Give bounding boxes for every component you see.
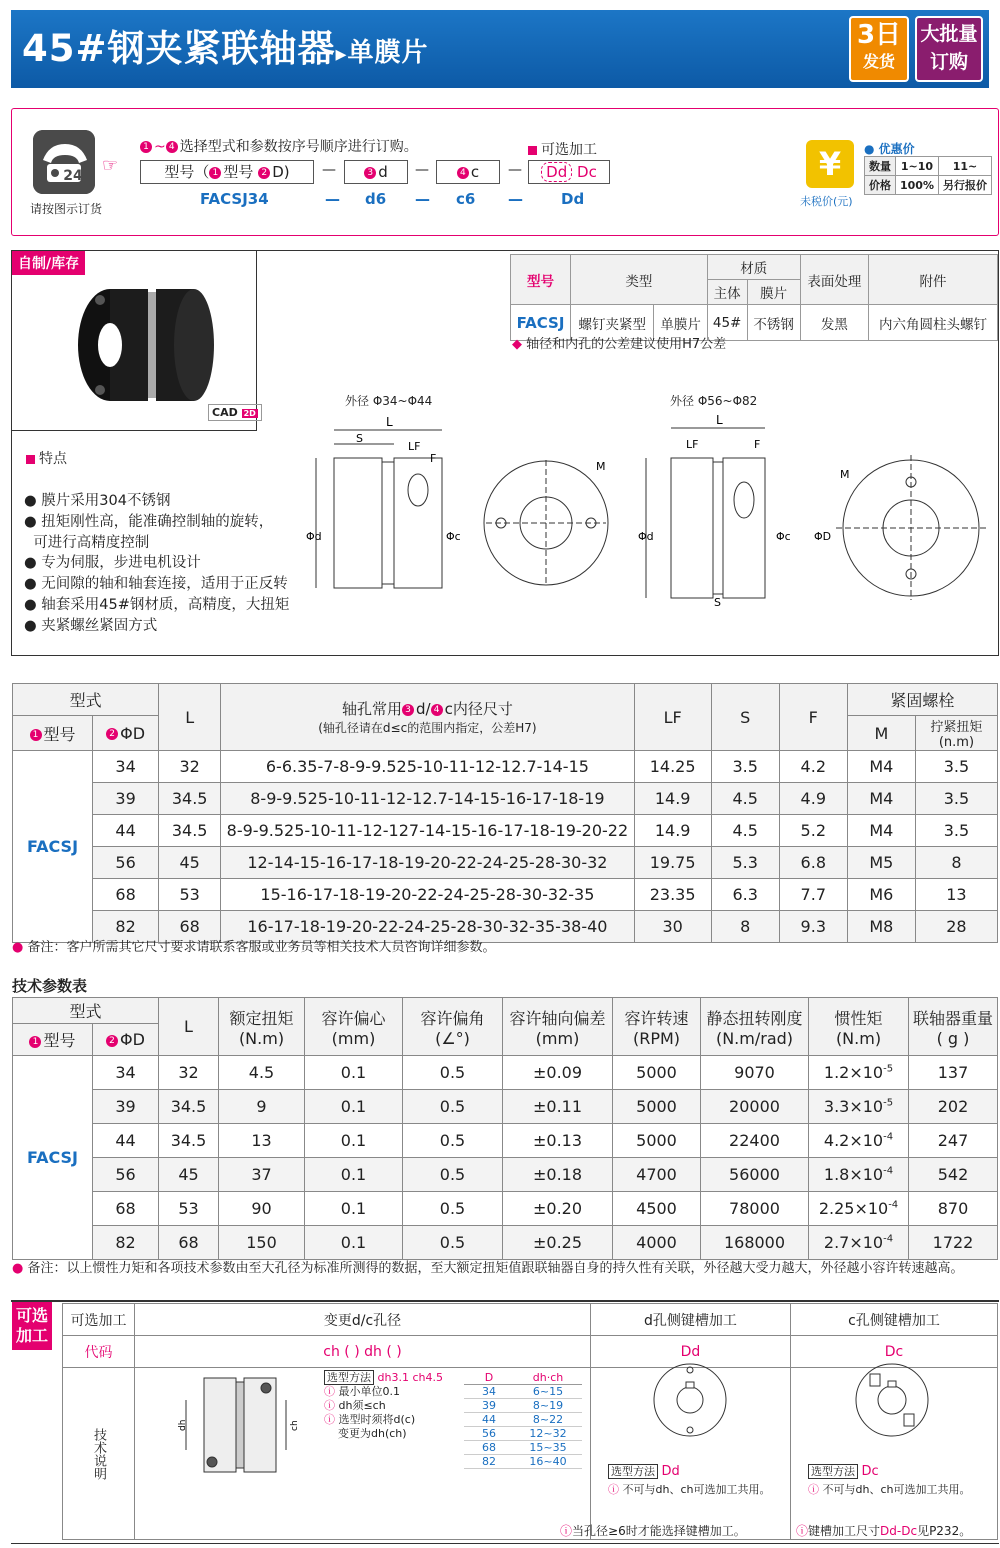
spec-table: 型号 类型 材质 表面处理 附件 主体 膜片 FACSJ 螺钉夹紧型 单膜片 45# 不锈钢 发黑 内六角圆柱头螺钉: [510, 254, 998, 341]
cell-l: 68: [159, 911, 221, 943]
price-table: 数量 1~10 11~ 价格 100% 另行报价: [864, 156, 992, 195]
dash: —: [325, 190, 340, 208]
d-slot: 3 d: [344, 160, 408, 184]
list-item: [464, 1413, 582, 1427]
cell-in: $1.8\times 10^{-4}$: [809, 1158, 909, 1192]
cell-e: 0.1: [305, 1124, 403, 1158]
cell-L: 34.5: [159, 1090, 219, 1124]
svg-text:Φc: Φc: [446, 530, 461, 543]
cell-w: 870: [909, 1192, 998, 1226]
cell-f: 4.9: [779, 783, 847, 815]
table-row: [13, 815, 998, 847]
cell-lf: 23.35: [634, 879, 711, 911]
bore-range-table: D dh·ch 34 6~15 39 8~19 44 8~22 56 12~32 68 15~35 82 16~40: [464, 1371, 582, 1469]
cell-D: 56: [93, 1158, 159, 1192]
cell-in: $3.3\times 10^{-5}$: [809, 1090, 909, 1124]
code-optional: Dd: [561, 190, 585, 208]
mini-cell: 6~15: [514, 1385, 582, 1399]
svg-text:24: 24: [63, 168, 83, 184]
feature-item: ● 无间隙的轴和轴套连接，适用于正反转: [24, 576, 288, 593]
cell-D: 34: [93, 1056, 159, 1090]
cell-in: $4.2\times 10^{-4}$: [809, 1124, 909, 1158]
three-day-delivery-badge: 3日 发货: [849, 16, 909, 82]
dash: —: [508, 162, 522, 178]
tolerance-note: ◆ 轴径和内孔的公差建议使用H7公差: [512, 337, 727, 352]
svg-text:M: M: [596, 460, 606, 473]
cell-ax: ±0.18: [503, 1158, 613, 1192]
bullet-icon: ●: [24, 513, 42, 530]
cell-rpm: 5000: [613, 1056, 701, 1090]
features-list: [24, 491, 289, 637]
optional-tag: 可选加工: [12, 1302, 52, 1350]
model-slot: 型号（ 1 型号 2 D): [140, 160, 314, 184]
code-d: d6: [365, 190, 387, 208]
cell-f: 5.2: [779, 815, 847, 847]
table-row: [13, 1124, 998, 1158]
optional-table: 可选加工 变更d/c孔径 d孔侧键槽加工 c孔侧键槽加工 代码 ch ( ) dh ( ) Dd Dc 技术说明: [62, 1303, 998, 1540]
svg-text:LF: LF: [408, 440, 421, 453]
cell-in: $2.25\times 10^{-4}$: [809, 1192, 909, 1226]
optional-slot: Dd Dc: [528, 160, 610, 184]
cell-L: 32: [159, 1056, 219, 1090]
cell-w: 137: [909, 1056, 998, 1090]
cell-e: 0.1: [305, 1158, 403, 1192]
cell-e: 0.1: [305, 1226, 403, 1260]
cell-bore: 16-17-18-19-20-22-24-25-28-30-32-35-38-40: [221, 911, 634, 943]
svg-text:ΦD: ΦD: [814, 530, 832, 543]
cell-lf: 30: [634, 911, 711, 943]
dimension-note: ● 备注：客户所需其它尺寸要求请联系客服或业务员等相关技术人员咨询详细参数。: [12, 940, 496, 955]
cell-d: 68: [93, 879, 159, 911]
phone-order-icon: [33, 130, 95, 194]
list-item: [464, 1441, 582, 1455]
cell-s: 8: [711, 911, 779, 943]
cell-f: 4.2: [779, 751, 847, 783]
mini-cell: 68: [464, 1441, 514, 1455]
bullet-icon: [24, 535, 33, 551]
cell-d: 44: [93, 815, 159, 847]
mini-cell: 8~22: [514, 1413, 582, 1427]
cell-k: 56000: [701, 1158, 809, 1192]
cell-in: $2.7\times 10^{-4}$: [809, 1226, 909, 1260]
cell-T: 90: [219, 1192, 305, 1226]
mini-cell: 39: [464, 1399, 514, 1413]
cell-rpm: 5000: [613, 1124, 701, 1158]
cell-t: 8: [915, 847, 997, 879]
cell-bore: 6-6.35-7-8-9-9.525-10-11-12-12.7-14-15: [221, 751, 634, 783]
table-row: [13, 751, 998, 783]
dash: —: [415, 190, 430, 208]
cell-l: 32: [159, 751, 221, 783]
cell-k: 78000: [701, 1192, 809, 1226]
cell-D: 68: [93, 1192, 159, 1226]
cell-m: M4: [847, 751, 915, 783]
cell-w: 202: [909, 1090, 998, 1124]
bullet-icon: ●: [24, 555, 42, 572]
cell-a: 0.5: [403, 1226, 503, 1260]
code-c: c6: [456, 190, 476, 208]
cell-m: M8: [847, 911, 915, 943]
cell-t: 3.5: [915, 783, 997, 815]
footer-note-2: ⓘ键槽加工尺寸Dd-Dc见P232。: [796, 1524, 972, 1538]
feature-item: ● 夹紧螺丝紧固方式: [24, 617, 158, 634]
list-item: [464, 1455, 582, 1469]
cell-T: 150: [219, 1226, 305, 1260]
table-row: [13, 1090, 998, 1124]
cell-lf: 14.25: [634, 751, 711, 783]
svg-text:M: M: [840, 468, 850, 481]
yen-icon: ¥: [806, 140, 854, 188]
list-item: [464, 1427, 582, 1441]
dimension-table: 型式 L 轴孔常用 3 d/ 4 c内径尺寸 (轴孔径请在d≤c的范围内指定，公差H7) LF S F 紧固螺栓 1 型号 2 ΦD M 拧紧扭矩(n.m) FACSJ 34 32 6-6.35-7-8-9-9.525-10-11-12-12.7-14-15 14.25 3.5 4.2 M4 3.5 39 34.5 8-9-9.525-10-11-12-12.7-14-15-16-17-18-19 14.9 4.5 4.9 M4 3.5 44 34.5 8-9-9.525-10-11-12-127-14-15-16-17-18-19-20-22 14.9 4.5 5.2 M4 3.5 56 45 12-14-15-16-17-18-19-20-22-24-25-28-30-32 19.75 5.3 6.8 M5 8 68 53 15-16-17-18-19-20-22-24-25-28-30-32-35 23.35 6.3 7.7 M6 13 82 68 16-17-18-19-20-22-24-25-28-30-32-35-38-40 30 8 9.3 M8 28: [12, 683, 998, 943]
cell-D: 82: [93, 1226, 159, 1260]
mini-cell: 34: [464, 1385, 514, 1399]
cell-rpm: 4500: [613, 1192, 701, 1226]
cell-lf: 19.75: [634, 847, 711, 879]
cell-a: 0.5: [403, 1090, 503, 1124]
cell-m: M6: [847, 879, 915, 911]
mini-cell: 15~35: [514, 1441, 582, 1455]
table-row: [13, 1056, 998, 1090]
cell-t: 3.5: [915, 751, 997, 783]
price-caption: 未税价(元): [800, 195, 853, 208]
dash: —: [508, 190, 523, 208]
order-instruction: 1 ~ 4 选择型式和参数按序号顺序进行订购。: [140, 136, 418, 156]
feature-item: ● 轴套采用45#钢材质，高精度，大扭矩: [24, 596, 290, 613]
cell-m: M5: [847, 847, 915, 879]
cell-d: 82: [93, 911, 159, 943]
cell-rpm: 5000: [613, 1090, 701, 1124]
cell-T: 37: [219, 1158, 305, 1192]
dd-select-method: 选型方法 Dd ⓘ 不可与dh、ch可选加工共用。: [608, 1464, 771, 1496]
cell-bore: 8-9-9.525-10-11-12-12.7-14-15-16-17-18-19: [221, 783, 634, 815]
cell-t: 28: [915, 911, 997, 943]
svg-text:Φd: Φd: [306, 530, 322, 543]
svg-text:L: L: [386, 415, 393, 429]
cell-L: 68: [159, 1226, 219, 1260]
table-row: [13, 1226, 998, 1260]
cell-s: 3.5: [711, 751, 779, 783]
model-cell: FACSJ: [13, 1056, 93, 1260]
dc-select-method: 选型方法 Dc ⓘ 不可与dh、ch可选加工共用。: [808, 1464, 971, 1496]
mini-cell: 56: [464, 1427, 514, 1441]
svg-text:L: L: [716, 413, 723, 427]
svg-text:S: S: [714, 596, 721, 609]
table-row: [13, 879, 998, 911]
bullet-icon: ●: [24, 576, 42, 593]
feature-item: 可进行高精度控制: [24, 533, 289, 554]
cell-a: 0.5: [403, 1158, 503, 1192]
cell-bore: 12-14-15-16-17-18-19-20-22-24-25-28-30-32: [221, 847, 634, 879]
bulk-order-badge: 大批量 订购: [915, 16, 983, 82]
c-slot: 4 c: [436, 160, 500, 184]
bullet-icon: ●: [24, 617, 42, 634]
cell-m: M4: [847, 783, 915, 815]
cell-l: 34.5: [159, 815, 221, 847]
coupling-photo: [70, 280, 220, 414]
table-row: [13, 847, 998, 879]
cell-d: 34: [93, 751, 159, 783]
drawing-right-title: 外径 Φ56~Φ82: [670, 394, 758, 408]
cell-d: 56: [93, 847, 159, 879]
cell-rpm: 4000: [613, 1226, 701, 1260]
c-keyway-drawing: [852, 1360, 932, 1440]
cell-ax: ±0.20: [503, 1192, 613, 1226]
cell-L: 34.5: [159, 1124, 219, 1158]
list-item: [464, 1385, 582, 1399]
d-keyway-drawing: [650, 1360, 730, 1440]
footer-note-1: ⓘ当孔径≥6时才能选择键槽加工。: [560, 1524, 746, 1538]
cell-t: 13: [915, 879, 997, 911]
dash: —: [322, 162, 336, 178]
cell-L: 53: [159, 1192, 219, 1226]
cell-s: 4.5: [711, 783, 779, 815]
cell-ax: ±0.09: [503, 1056, 613, 1090]
cell-l: 53: [159, 879, 221, 911]
feature-item: ● 专为伺服，步进电机设计: [24, 555, 201, 572]
cell-a: 0.5: [403, 1056, 503, 1090]
cell-l: 34.5: [159, 783, 221, 815]
svg-text:F: F: [430, 452, 437, 465]
price-title: ● 优惠价: [864, 142, 915, 156]
cell-k: 22400: [701, 1124, 809, 1158]
tech-param-table: 型式 L 额定扭矩 (N.m) 容许偏心 (mm) 容许偏角 (∠°) 容许轴向偏差 (mm) 容许转速 (RPM) 静态扭转刚度 (N.m/rad) 惯性矩 (N.m) 联轴器重量 ( g ) 1 型号 2 ΦD FACSJ 34 32 4.5 0.1 0.5 ±0.09 5000 9070 $1.2\times 10^{-5}$ 137 39 34.5 9 0.1 0.5 ±0.11 5000 20000 $3.3\times 10^{-5}$ 202 44 34.5 13 0.1 0.5 ±0.13 5000 22400 $4.2\times 10^{-4}$ 247 56 45 37 0.1 0.5 ±0.18 4700 56000 $1.8\times 10^{-4}$ 542 68 53 90 0.1 0.5 ±0.20 4500 78000 $2.25\times 10^{-4}$ 870 82 68 150 0.1 0.5 ±0.25 4000 168000 $2.7\times 10^{-4}$ 1722: [12, 997, 998, 1260]
cell-k: 20000: [701, 1090, 809, 1124]
cell-a: 0.5: [403, 1192, 503, 1226]
table-row: [13, 1158, 998, 1192]
cell-in: $1.2\times 10^{-5}$: [809, 1056, 909, 1090]
cell-ax: ±0.25: [503, 1226, 613, 1260]
optional-processing-label: 可选加工: [528, 139, 597, 159]
cell-rpm: 4700: [613, 1158, 701, 1192]
svg-text:dh: dh: [178, 1419, 188, 1431]
table-row: [13, 1192, 998, 1226]
cell-w: 542: [909, 1158, 998, 1192]
cell-L: 45: [159, 1158, 219, 1192]
cell-d: 39: [93, 783, 159, 815]
cell-T: 4.5: [219, 1056, 305, 1090]
cell-w: 1722: [909, 1226, 998, 1260]
list-item: [464, 1399, 582, 1413]
cell-bore: 8-9-9.525-10-11-12-127-14-15-16-17-18-19-20-22: [221, 815, 634, 847]
svg-text:Φc: Φc: [776, 530, 791, 543]
cell-s: 5.3: [711, 847, 779, 879]
mini-cell: 16~40: [514, 1455, 582, 1469]
cell-f: 7.7: [779, 879, 847, 911]
bore-change-drawing: [166, 1370, 306, 1480]
mini-cell: 12~32: [514, 1427, 582, 1441]
cell-e: 0.1: [305, 1090, 403, 1124]
cell-e: 0.1: [305, 1056, 403, 1090]
stock-tag: 自制/库存: [12, 251, 85, 275]
cell-l: 45: [159, 847, 221, 879]
mini-cell: 44: [464, 1413, 514, 1427]
drawing-left-title: 外径 Φ34~Φ44: [345, 394, 433, 408]
cell-T: 13: [219, 1124, 305, 1158]
bullet-icon: ●: [24, 596, 42, 613]
features-title: 特点: [26, 448, 67, 468]
cell-D: 39: [93, 1090, 159, 1124]
cell-k: 9070: [701, 1056, 809, 1090]
table-row: [13, 783, 998, 815]
cell-ax: ±0.13: [503, 1124, 613, 1158]
code-model: FACSJ34: [200, 190, 269, 208]
tech-table-title: 技术参数表: [12, 977, 88, 995]
cell-ax: ±0.11: [503, 1090, 613, 1124]
cell-f: 6.8: [779, 847, 847, 879]
cell-t: 3.5: [915, 815, 997, 847]
drawing-small: [296, 410, 626, 610]
svg-text:LF: LF: [686, 438, 699, 451]
cell-w: 247: [909, 1124, 998, 1158]
cell-a: 0.5: [403, 1124, 503, 1158]
cad-badge: CAD 2D: [208, 404, 262, 421]
dash: —: [415, 162, 429, 178]
svg-text:F: F: [754, 438, 761, 451]
model-cell: FACSJ: [13, 751, 93, 943]
cell-e: 0.1: [305, 1192, 403, 1226]
phone-caption: 请按图示订货: [30, 202, 103, 216]
bullet-icon: ●: [24, 493, 42, 509]
cell-T: 9: [219, 1090, 305, 1124]
bore-select-method: 选型方法 dh3.1 ch4.5 ⓘ 最小单位0.1 ⓘ dh须≤ch ⓘ 选型时须将d(c) 变更为dh(ch): [324, 1371, 443, 1440]
tech-note: ● 备注：以上惯性力矩和各项技术参数由至大孔径为标准所测得的数据，至大额定扭矩值跟联轴器自身的持久性有关联，外径越大受力越大，外径越小容许转速越高。: [12, 1261, 964, 1276]
mini-cell: 8~19: [514, 1399, 582, 1413]
cell-D: 44: [93, 1124, 159, 1158]
svg-text:ch: ch: [290, 1420, 300, 1431]
page-title: 45#钢夹紧联轴器▸单膜片: [22, 27, 429, 70]
cell-s: 4.5: [711, 815, 779, 847]
feature-item: ● 膜片采用304不锈钢: [24, 493, 171, 509]
feature-item: ● 扭矩刚性高，能准确控制轴的旋转，: [24, 513, 274, 530]
cell-lf: 14.9: [634, 783, 711, 815]
svg-text:Φd: Φd: [638, 530, 654, 543]
cell-lf: 14.9: [634, 815, 711, 847]
cell-s: 6.3: [711, 879, 779, 911]
cell-bore: 15-16-17-18-19-20-22-24-25-28-30-32-35: [221, 879, 634, 911]
cell-f: 9.3: [779, 911, 847, 943]
cell-k: 168000: [701, 1226, 809, 1260]
drawing-large: [626, 410, 996, 610]
svg-text:S: S: [356, 432, 363, 445]
mini-cell: 82: [464, 1455, 514, 1469]
cell-m: M4: [847, 815, 915, 847]
pointing-hand-icon: ☞: [102, 155, 119, 176]
